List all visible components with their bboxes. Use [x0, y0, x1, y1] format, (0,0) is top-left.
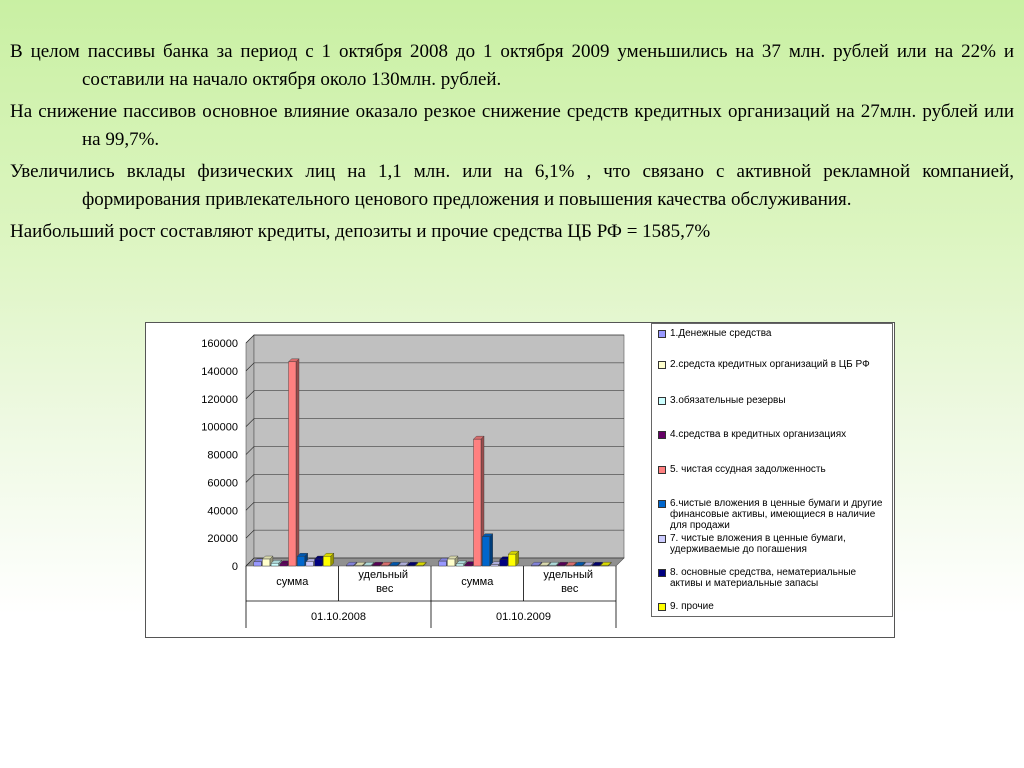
bar: [271, 563, 279, 566]
x-group-label: 01.10.2008: [310, 611, 367, 623]
bar: [482, 537, 490, 566]
paragraph: На снижение пассивов основное влияние оказало резкое снижение средств кредитных организаций на 27млн. рублей или на 99,7%.: [10, 101, 1014, 150]
bar: [491, 565, 499, 566]
bar: [540, 565, 548, 566]
legend-item: [658, 429, 886, 440]
legend-label: 8. основные средства, нематериальные активы и материальные запасы: [670, 567, 857, 589]
legend-label: 4.средства в кредитных организациях: [670, 429, 847, 440]
y-tick-label: 40000: [207, 505, 238, 518]
bar: [456, 564, 464, 566]
legend-swatch: [658, 603, 666, 611]
bar: [280, 564, 288, 566]
bar: [407, 565, 415, 566]
bar: [297, 556, 305, 566]
legend-swatch: [658, 431, 666, 439]
legend-item: [658, 533, 886, 555]
bar: [355, 565, 363, 566]
legend-item: [658, 395, 886, 406]
bar: [592, 565, 600, 566]
bar: [381, 565, 389, 566]
bar: [500, 560, 508, 566]
bar: [398, 565, 406, 566]
legend-swatch: [658, 466, 666, 474]
bar: [549, 565, 557, 566]
legend-label: 3.обязательные резервы: [670, 395, 786, 406]
legend-label: 2.средста кредитных организаций в ЦБ РФ: [670, 359, 870, 370]
y-tick-label: 120000: [201, 393, 238, 406]
bar-chart: [146, 323, 651, 637]
bar: [289, 362, 297, 566]
paragraph: В целом пассивы банка за период с 1 октября 2008 до 1 октября 2009 уменьшились на 37 млн. рублей или на 22% и составили на начало октября около 130млн. рублей.: [10, 41, 1014, 90]
bar: [575, 565, 583, 566]
bar: [390, 565, 398, 566]
bar-side: [296, 359, 299, 566]
bar: [439, 561, 447, 566]
legend-label: 9. прочие: [670, 601, 714, 612]
y-tick-label: 80000: [207, 449, 238, 462]
legend-item: [658, 498, 886, 531]
y-tick-label: 0: [231, 561, 238, 573]
text-block: [10, 38, 1014, 250]
legend-item: [658, 328, 886, 339]
bar: [315, 559, 323, 566]
bar: [372, 565, 380, 566]
x-tick-label: сумма: [461, 576, 494, 588]
legend-label: 6.чистые вложения в ценные бумаги и другие финансовые активы, имеющиеся в наличие для продажи: [670, 498, 883, 531]
legend-swatch: [658, 361, 666, 369]
chart-legend: [651, 323, 893, 617]
bar: [306, 562, 314, 566]
x-tick-label: удельный вес: [543, 569, 597, 595]
bar: [346, 565, 354, 566]
legend-swatch: [658, 569, 666, 577]
bar-side: [490, 534, 493, 566]
y-tick-label: 140000: [201, 365, 238, 378]
y-tick-label: 60000: [207, 477, 238, 490]
paragraph: Наибольший рост составляют кредиты, депозиты и прочие средства ЦБ РФ = 1585,7%: [10, 221, 711, 242]
legend-swatch: [658, 330, 666, 338]
legend-item: [658, 359, 886, 370]
legend-swatch: [658, 397, 666, 405]
legend-item: [658, 464, 886, 475]
chart-frame: [145, 322, 895, 638]
bar: [465, 565, 473, 566]
legend-item: [658, 567, 886, 589]
bar: [583, 565, 591, 566]
bar: [364, 565, 372, 566]
bar: [557, 565, 565, 566]
bar: [447, 559, 455, 566]
legend-swatch: [658, 535, 666, 543]
x-group-label: 01.10.2009: [495, 611, 552, 623]
bar: [254, 562, 262, 566]
paragraph: Увеличились вклады физических лиц на 1,1 млн. или на 6,1% , что связано с активной рекламной компанией, формирования привлекательного ценового предложения и повышения качества обслуживания.: [10, 161, 1014, 210]
legend-item: [658, 601, 886, 612]
legend-swatch: [658, 500, 666, 508]
bar: [601, 565, 609, 566]
bar: [416, 565, 424, 566]
x-tick-label: сумма: [276, 576, 309, 588]
bar: [508, 554, 516, 566]
bar: [262, 559, 270, 566]
bar: [323, 556, 331, 566]
y-tick-label: 100000: [201, 421, 238, 434]
y-tick-label: 160000: [201, 338, 238, 350]
bar: [474, 439, 482, 566]
legend-label: 7. чистые вложения в ценные бумаги, удерживаемые до погашения: [670, 533, 846, 555]
legend-label: 1.Денежные средства: [670, 328, 772, 339]
bar: [531, 565, 539, 566]
legend-label: 5. чистая ссудная задолженность: [670, 464, 826, 475]
y-tick-label: 20000: [207, 533, 238, 546]
bar: [566, 565, 574, 566]
x-tick-label: удельный вес: [358, 569, 412, 595]
